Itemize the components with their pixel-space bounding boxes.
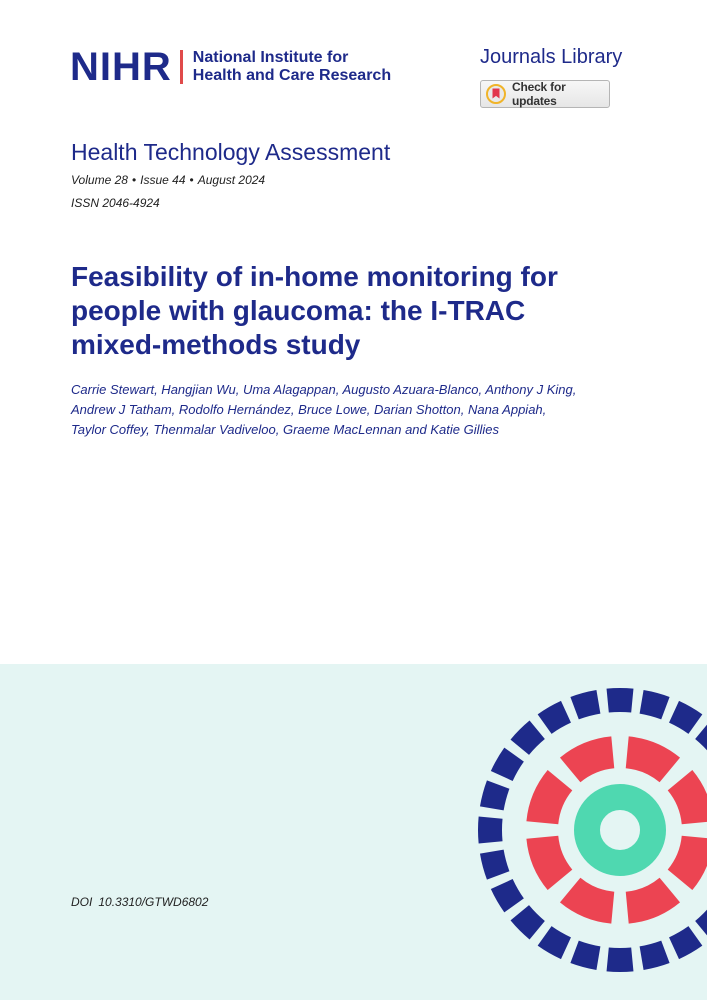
middle-ring-segment [526,836,572,890]
inner-ring [587,797,653,863]
outer-ring-dash [570,690,600,719]
doi-value: 10.3310/GTWD6802 [98,895,209,909]
journals-library-link[interactable]: Journals Library [480,46,623,68]
publication-date: August 2024 [197,173,266,187]
outer-ring-dash [478,817,503,844]
issue: Issue 44 [140,173,186,187]
middle-segment-ring [526,736,707,923]
outer-ring-dash [607,688,634,713]
logo-text [193,49,391,85]
author-list [71,380,591,440]
author-line: Carrie Stewart, Hangjian Wu, Uma Alagappan, Augusto Azuara-Blanco, Anthony J King, [71,382,577,397]
middle-ring-segment [668,770,707,824]
logo-text-line2: Health and Care Research [192,67,392,84]
outer-ring-dash [640,941,670,970]
middle-ring-segment [668,836,707,890]
logo-divider [180,50,183,84]
bullet-separator: • [189,173,194,187]
outer-ring-dash [511,721,545,755]
nihr-logo[interactable] [70,47,391,87]
logo-text-line1: National Institute for [192,49,349,66]
article-title-line: people with glaucoma: the I-TRAC [71,295,526,326]
issue-line [71,173,265,187]
outer-ring-dash [695,905,707,939]
author-line: Andrew J Tatham, Rodolfo Hernández, Bruce Lowe, Darian Shotton, Nana Appiah, [71,402,547,417]
outer-ring-dash [538,701,571,734]
middle-ring-segment [560,736,614,782]
issn: ISSN 2046-4924 [71,196,160,210]
bullet-separator: • [131,173,137,187]
check-for-updates-label: Check for updates [512,80,566,108]
article-title-line: mixed-methods study [71,329,361,360]
outer-ring-dash [491,879,524,912]
journal-name: Health Technology Assessment [71,139,391,165]
outer-ring-dash [669,926,702,959]
concentric-ring-emblem [470,680,707,980]
middle-ring-segment [560,878,614,924]
outer-ring-dash [607,947,634,972]
middle-ring-segment [626,736,680,782]
nihr-logo-mark: NIHR [70,45,172,89]
outer-ring-dash [491,748,524,781]
middle-ring-segment [626,878,680,924]
outer-ring-dash [640,690,670,719]
outer-ring-dash [480,850,509,880]
check-for-updates-button[interactable] [480,80,610,108]
outer-ring-dash [695,721,707,755]
article-title-line: Feasibility of in-home monitoring for [71,261,558,292]
doi-label: DOI [71,895,93,909]
author-line: Taylor Coffey, Thenmalar Vadiveloo, Graeme MacLennan and Katie Gillies [71,422,500,437]
article-title [71,260,611,362]
outer-ring-dash [511,905,545,939]
doi[interactable] [71,895,208,909]
crossmark-icon [486,84,506,104]
middle-ring-segment [526,770,572,824]
outer-ring-dash [570,941,600,970]
outer-ring-dash [669,701,702,734]
outer-ring-dash [538,926,571,959]
volume: Volume 28 [71,173,128,187]
outer-ring-dash [480,780,509,810]
